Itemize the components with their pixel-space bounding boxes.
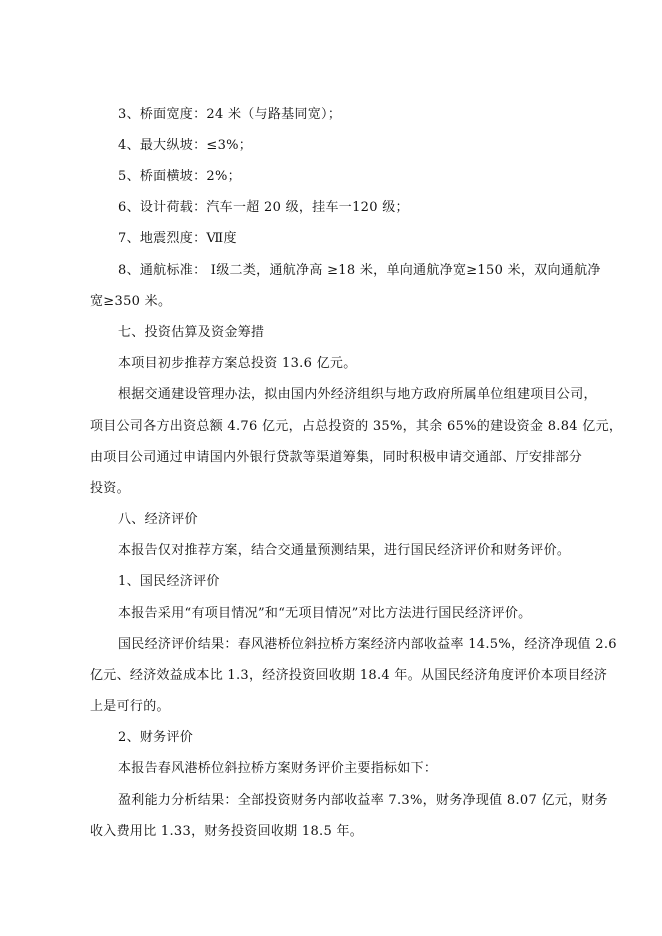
- paragraph-economic-intro: 本报告仅对推荐方案，结合交通量预测结果，进行国民经济评价和财务评价。: [118, 543, 571, 558]
- spec-design-load: 6、设计荷载：汽车一超 20 级，挂车一120 级；: [118, 200, 409, 215]
- spec-seismic-intensity: 7、地震烈度：Ⅶ度: [118, 231, 237, 246]
- paragraph-funding-line-4: 投资。: [90, 481, 130, 496]
- subheading-national-economic: 1、国民经济评价: [118, 574, 220, 589]
- spec-max-grade: 4、最大纵坡：≤3%；: [118, 138, 253, 153]
- spec-navigation-standard-cont: 宽≥350 米。: [90, 294, 172, 309]
- paragraph-funding-line-1: 根据交通建设管理办法，拟由国内外经济组织与地方政府所属单位组建项目公司，: [118, 387, 597, 402]
- subheading-financial: 2、财务评价: [118, 730, 194, 745]
- section-heading-economic: 八、经济评价: [118, 512, 198, 527]
- spec-cross-slope: 5、桥面横坡：2%；: [118, 169, 241, 184]
- spec-bridge-width: 3、桥面宽度：24 米（与路基同宽）；: [118, 107, 342, 122]
- paragraph-financial-intro: 本报告春风港桥位斜拉桥方案财务评价主要指标如下：: [118, 761, 438, 776]
- paragraph-financial-result-line-2: 收入费用比 1.33，财务投资回收期 18.5 年。: [90, 824, 364, 839]
- paragraph-funding-line-2: 项目公司各方出资总额 4.76 亿元，占总投资的 35%，其余 65%的建设资金 8.84 亿元，: [90, 419, 623, 434]
- paragraph-total-investment: 本项目初步推荐方案总投资 13.6 亿元。: [118, 356, 357, 371]
- paragraph-financial-result-line-1: 盈利能力分析结果：全部投资财务内部收益率 7.3%，财务净现值 8.07 亿元，财务: [118, 793, 608, 808]
- paragraph-funding-line-3: 由项目公司通过申请国内外银行贷款等渠道筹集，同时积极申请交通部、厅安排部分: [90, 450, 583, 465]
- spec-navigation-standard: 8、通航标准： Ⅰ级二类，通航净高 ≥18 米，单向通航净宽≥150 米，双向通航净: [118, 263, 601, 278]
- paragraph-national-result-line-3: 上是可行的。: [90, 699, 170, 714]
- paragraph-national-result-line-2: 亿元、经济效益成本比 1.3，经济投资回收期 18.4 年。从国民经济角度评价本项目经济: [90, 668, 608, 683]
- paragraph-method: 本报告采用“有项目情况”和“无项目情况”对比方法进行国民经济评价。: [118, 606, 532, 621]
- section-heading-investment: 七、投资估算及资金筹措: [118, 325, 265, 340]
- paragraph-national-result-line-1: 国民经济评价结果：春风港桥位斜拉桥方案经济内部收益率 14.5%，经济净现值 2.6: [118, 637, 617, 652]
